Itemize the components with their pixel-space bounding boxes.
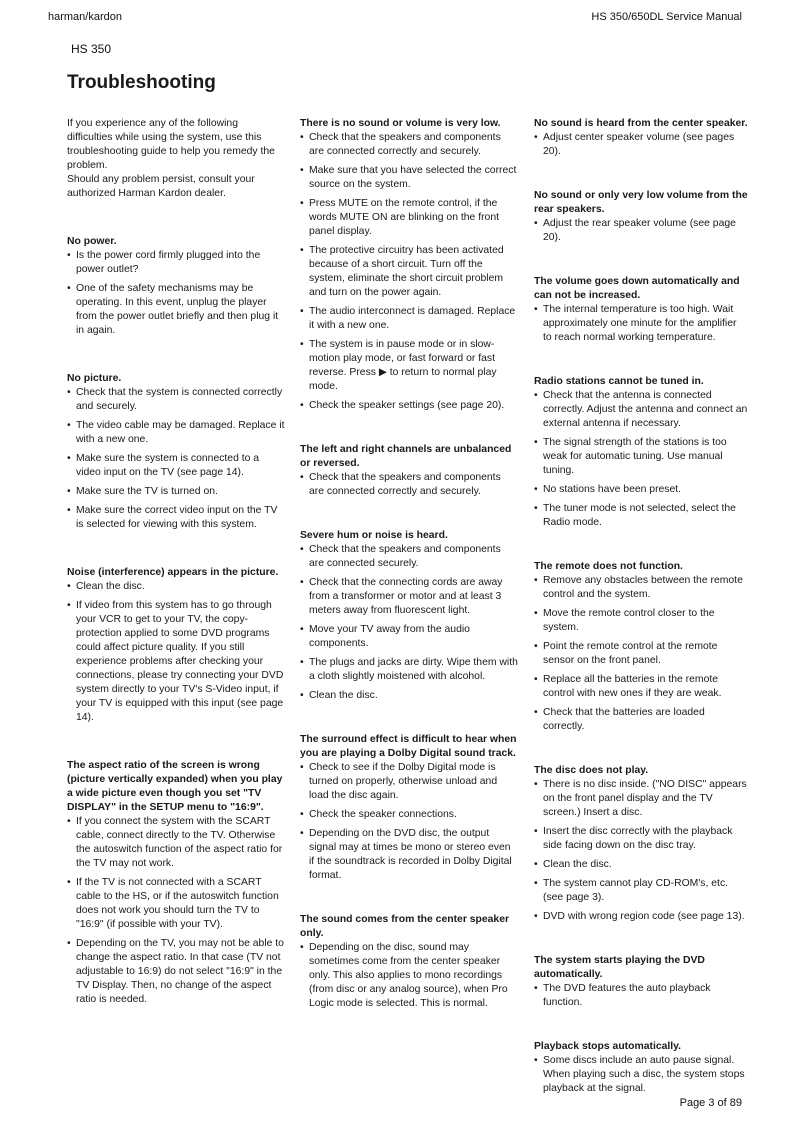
- list-item: • Depending on the DVD disc, the output signal may at times be mono or stereo even if the soundtrack is recorded in Dolby Digital format.: [300, 827, 518, 883]
- list-item: • The system cannot play CD-ROM's, etc. (see page 3).: [534, 877, 748, 905]
- troubleshooting-section: [67, 372, 285, 532]
- list-item: • Insert the disc correctly with the playback side facing down on the disc tray.: [534, 825, 748, 853]
- list-item: • Some discs include an auto pause signal. When playing such a disc, the system stops playback at the signal.: [534, 1054, 748, 1096]
- list-item: • The video cable may be damaged. Replace it with a new one.: [67, 419, 285, 447]
- bullet-list: [300, 761, 518, 883]
- list-item: • The signal strength of the stations is too weak for automatic tuning. Use manual tuning.: [534, 436, 748, 478]
- section-title: The volume goes down automatically and can not be increased.: [534, 276, 740, 301]
- list-item: • Check that the batteries are loaded correctly.: [534, 706, 748, 734]
- troubleshooting-section: [67, 235, 285, 338]
- list-item: • Move your TV away from the audio components.: [300, 623, 518, 651]
- troubleshooting-section: [534, 764, 748, 924]
- troubleshooting-section: [534, 275, 748, 345]
- section-title: The surround effect is difficult to hear when you are playing a Dolby Digital sound track.: [300, 734, 517, 759]
- troubleshooting-section: [534, 560, 748, 734]
- list-item: • DVD with wrong region code (see page 13).: [534, 910, 748, 924]
- troubleshooting-section: [300, 443, 518, 499]
- list-item: • Check that the connecting cords are away from a transformer or motor and at least 3 meters away from fluorescent light.: [300, 576, 518, 618]
- section-title: No sound is heard from the center speaker.: [534, 118, 748, 129]
- list-item: • The DVD features the auto playback function.: [534, 982, 748, 1010]
- bullet-list: [534, 131, 748, 159]
- list-item: • Depending on the TV, you may not be able to change the aspect ratio. In that case (TV not adjustable to 16:9) do not select "16:9" in the TV Display. Then, no change of the aspect ratio is needed.: [67, 937, 285, 1007]
- section-title: No power.: [67, 236, 117, 247]
- list-item: • Adjust center speaker volume (see pages 20).: [534, 131, 748, 159]
- troubleshooting-section: [534, 375, 748, 530]
- section-title: No picture.: [67, 373, 122, 384]
- list-item: • The plugs and jacks are dirty. Wipe them with a cloth slightly moistened with alcohol.: [300, 656, 518, 684]
- section-title: The system starts playing the DVD automatically.: [534, 955, 705, 980]
- section-title: The left and right channels are unbalanced or reversed.: [300, 444, 512, 469]
- list-item: • Clean the disc.: [300, 689, 518, 703]
- section-title: Radio stations cannot be tuned in.: [534, 376, 704, 387]
- list-item: • If video from this system has to go through your VCR to get to your TV, the copy-protection applied to some DVD programs could affect picture quality. If you still experience problems after checking your connections, please try connecting your DVD system directly to your TV's S-Video input, if your TV is equipped with this input (see page 14).: [67, 599, 285, 725]
- list-item: • Replace all the batteries in the remote control with new ones if they are weak.: [534, 673, 748, 701]
- list-item: • One of the safety mechanisms may be operating. In this event, unplug the player from the power outlet briefly and then plug it in again.: [67, 282, 285, 338]
- bullet-list: [534, 389, 748, 530]
- section-title: Noise (interference) appears in the picture.: [67, 567, 279, 578]
- troubleshooting-section: [534, 189, 748, 245]
- bullet-list: [534, 574, 748, 734]
- intro-paragraph: [67, 117, 285, 201]
- bullet-list: [67, 580, 285, 725]
- troubleshooting-section: [67, 566, 285, 725]
- header-brand: harman/kardon: [48, 11, 122, 23]
- list-item: • Move the remote control closer to the system.: [534, 607, 748, 635]
- bullet-list: [67, 815, 285, 1007]
- bullet-list: [534, 982, 748, 1010]
- bullet-list: [300, 941, 518, 1011]
- list-item: • No stations have been preset.: [534, 483, 748, 497]
- section-title: The sound comes from the center speaker only.: [300, 914, 510, 939]
- list-item: • There is no disc inside. ("NO DISC" appears on the front panel display and the TV screen.) Insert a disc.: [534, 778, 748, 820]
- column-1: [67, 117, 285, 1007]
- bullet-list: [300, 471, 518, 499]
- bullet-list: [534, 303, 748, 345]
- bullet-list: [534, 217, 748, 245]
- column-2: [300, 117, 518, 1011]
- model-label: HS 350: [71, 42, 112, 56]
- column-3: [534, 117, 748, 1096]
- list-item: • Clean the disc.: [534, 858, 748, 872]
- column-2-sections: [300, 117, 518, 1011]
- bullet-list: [67, 249, 285, 338]
- section-title: The aspect ratio of the screen is wrong (picture vertically expanded) when you play a wide picture even though you set "TV DISPLAY" in the SETUP menu to "16:9".: [67, 760, 283, 813]
- list-item: • If the TV is not connected with a SCART cable to the HS, or if the autoswitch function does not work you should turn the TV to "16:9" (if possible with your TV).: [67, 876, 285, 932]
- list-item: • Clean the disc.: [67, 580, 285, 594]
- list-item: • Is the power cord firmly plugged into the power outlet?: [67, 249, 285, 277]
- bullet-list: [300, 131, 518, 413]
- troubleshooting-section: [300, 529, 518, 703]
- section-title: Playback stops automatically.: [534, 1041, 682, 1052]
- section-title: The disc does not play.: [534, 765, 649, 776]
- list-item: • Check the speaker connections.: [300, 808, 518, 822]
- list-item: • Point the remote control at the remote sensor on the front panel.: [534, 640, 748, 668]
- list-item: • The protective circuitry has been activated because of a short circuit. Turn off the system, eliminate the short circuit problem and turn on the power again.: [300, 244, 518, 300]
- list-item: • Make sure that you have selected the correct source on the system.: [300, 164, 518, 192]
- list-item: • Depending on the disc, sound may sometimes come from the center speaker only. This also applies to mono recordings (from disc or any analog source), when Pro Logic mode is selected. This is normal.: [300, 941, 518, 1011]
- page-title: Troubleshooting: [67, 72, 216, 93]
- intro-line: Should any problem persist, consult your authorized Harman Kardon dealer.: [67, 174, 255, 199]
- troubleshooting-section: [300, 117, 518, 413]
- list-item: • Make sure the system is connected to a video input on the TV (see page 14).: [67, 452, 285, 480]
- section-title: The remote does not function.: [534, 561, 683, 572]
- troubleshooting-section: [300, 913, 518, 1011]
- list-item: • Check to see if the Dolby Digital mode is turned on properly, otherwise unload and load the disc again.: [300, 761, 518, 803]
- list-item: • Check that the speakers and components are connected correctly and securely.: [300, 131, 518, 159]
- list-item: • Check that the speakers and components are connected securely.: [300, 543, 518, 571]
- troubleshooting-section: [534, 1040, 748, 1096]
- troubleshooting-section: [67, 759, 285, 1007]
- list-item: • Adjust the rear speaker volume (see page 20).: [534, 217, 748, 245]
- list-item: • The internal temperature is too high. Wait approximately one minute for the amplifier to reach normal working temperature.: [534, 303, 748, 345]
- section-title: No sound or only very low volume from the rear speakers.: [534, 190, 748, 215]
- list-item: • The audio interconnect is damaged. Replace it with a new one.: [300, 305, 518, 333]
- list-item: • The tuner mode is not selected, select the Radio mode.: [534, 502, 748, 530]
- intro-line: If you experience any of the following difficulties while using the system, use this troubleshooting guide to help you remedy the problem.: [67, 118, 275, 171]
- list-item: • If you connect the system with the SCART cable, connect directly to the TV. Otherwise the autoswitch function of the aspect ratio for the TV may not work.: [67, 815, 285, 871]
- list-item: • Make sure the TV is turned on.: [67, 485, 285, 499]
- list-item: • Check that the antenna is connected correctly. Adjust the antenna and connect an external antenna if necessary.: [534, 389, 748, 431]
- bullet-list: [300, 543, 518, 703]
- list-item: • Check that the speakers and components are connected correctly and securely.: [300, 471, 518, 499]
- section-title: There is no sound or volume is very low.: [300, 118, 501, 129]
- list-item: • Make sure the correct video input on the TV is selected for viewing with this system.: [67, 504, 285, 532]
- section-title: Severe hum or noise is heard.: [300, 530, 448, 541]
- list-item: • The system is in pause mode or in slow-motion play mode, or fast forward or fast reverse. Press ▶ to return to normal play mode.: [300, 338, 518, 394]
- bullet-list: [67, 386, 285, 532]
- header-doc-title: HS 350/650DL Service Manual: [591, 11, 742, 23]
- list-item: • Press MUTE on the remote control, if the words MUTE ON are blinking on the front panel display.: [300, 197, 518, 239]
- column-3-sections: [534, 117, 748, 1096]
- bullet-list: [534, 1054, 748, 1096]
- list-item: • Remove any obstacles between the remote control and the system.: [534, 574, 748, 602]
- bullet-list: [534, 778, 748, 924]
- troubleshooting-section: [534, 954, 748, 1010]
- list-item: • Check the speaker settings (see page 20).: [300, 399, 518, 413]
- column-1-sections: [67, 235, 285, 1007]
- list-item: • Check that the system is connected correctly and securely.: [67, 386, 285, 414]
- troubleshooting-section: [300, 733, 518, 883]
- troubleshooting-section: [534, 117, 748, 159]
- page-number: Page 3 of 89: [679, 1097, 742, 1109]
